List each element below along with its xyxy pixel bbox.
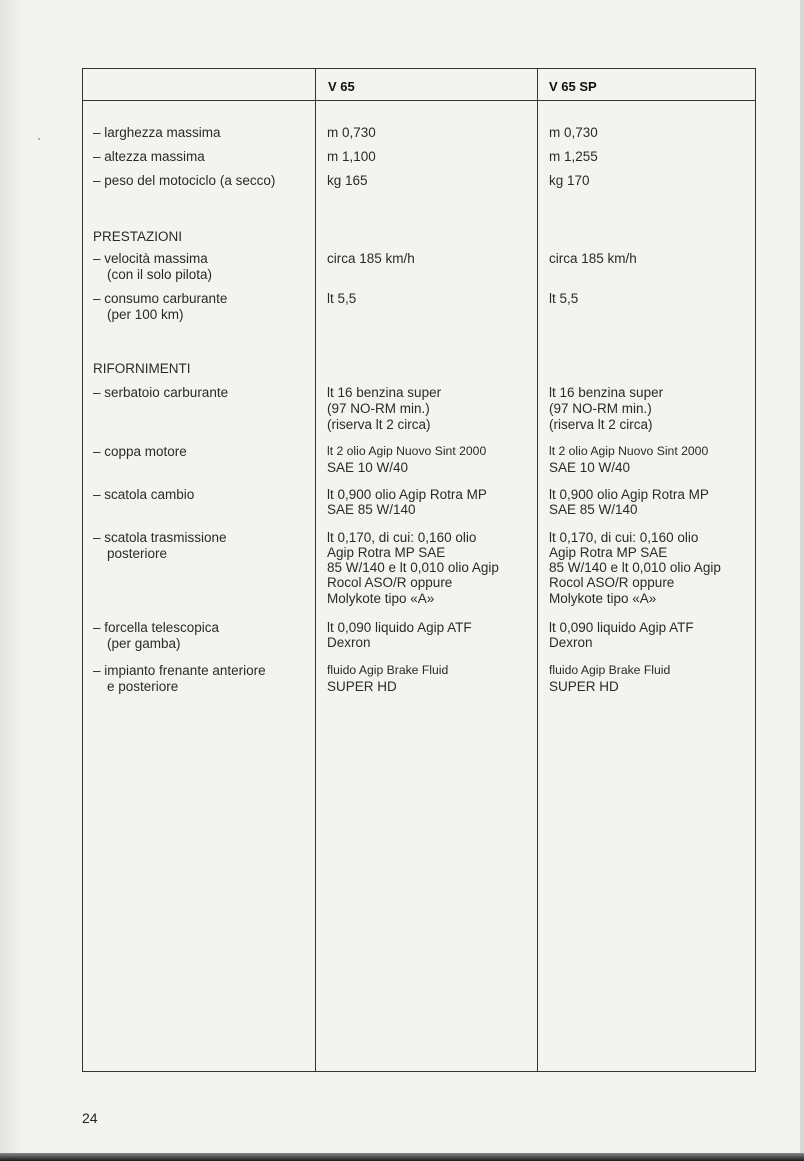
value-v65sp: lt 5,5 — [549, 291, 579, 306]
value-v65sp: m 1,255 — [549, 149, 598, 164]
row-label: – forcella telescopica — [93, 620, 220, 635]
row-label: – scatola cambio — [93, 487, 195, 502]
value-v65-line: Agip Rotra MP SAE — [327, 545, 446, 560]
value-v65sp-line: fluido Agip Brake Fluid — [549, 663, 671, 677]
page-binding-shadow — [0, 0, 22, 1161]
value-v65-line: lt 0,170, di cui: 0,160 olio — [327, 530, 477, 545]
value-v65-line: (97 NO-RM min.) — [327, 401, 430, 416]
value-v65sp-line: lt 16 benzina super — [549, 385, 664, 400]
value-v65-line: (riserva lt 2 circa) — [327, 417, 431, 432]
value-v65sp-line: Molykote tipo «A» — [549, 591, 657, 606]
section-heading-prestazioni: PRESTAZIONI — [93, 229, 183, 244]
value-v65-line: lt 2 olio Agip Nuovo Sint 2000 — [327, 444, 487, 458]
row-label-continued: (con il solo pilota) — [107, 267, 213, 282]
row-label: – consumo carburante — [93, 291, 228, 306]
row-label: – coppa motore — [93, 444, 187, 459]
value-v65sp: circa 185 km/h — [549, 251, 637, 266]
value-v65sp-line: lt 0,090 liquido Agip ATF — [549, 620, 694, 635]
value-v65sp-line: Agip Rotra MP SAE — [549, 545, 668, 560]
value-v65-line: fluido Agip Brake Fluid — [327, 663, 449, 677]
value-v65sp-line: (riserva lt 2 circa) — [549, 417, 653, 432]
value-v65-line: Dexron — [327, 635, 371, 650]
value-v65sp: kg 170 — [549, 173, 590, 188]
value-v65sp-line: SAE 10 W/40 — [549, 460, 631, 475]
value-v65sp-line: SAE 85 W/140 — [549, 502, 638, 517]
column-header-v65sp: V 65 SP — [549, 79, 597, 94]
value-v65sp: m 0,730 — [549, 125, 598, 140]
value-v65: circa 185 km/h — [327, 251, 415, 266]
value-v65-line: SUPER HD — [327, 679, 397, 694]
section-heading-rifornimenti: RIFORNIMENTI — [93, 361, 191, 376]
value-v65: kg 165 — [327, 173, 368, 188]
value-v65sp-line: lt 2 olio Agip Nuovo Sint 2000 — [549, 444, 709, 458]
value-v65sp-line: lt 0,900 olio Agip Rotra MP — [549, 487, 709, 502]
value-v65: m 0,730 — [327, 125, 376, 140]
column-divider — [537, 69, 538, 1071]
value-v65sp-line: SUPER HD — [549, 679, 619, 694]
value-v65-line: 85 W/140 e lt 0,010 olio Agip — [327, 560, 499, 575]
row-label: – scatola trasmissione — [93, 530, 227, 545]
row-label-continued: posteriore — [107, 546, 168, 561]
page-right-edge — [800, 0, 804, 1161]
page-number: 24 — [82, 1110, 98, 1126]
scan-speck — [38, 138, 40, 140]
scan-bottom-edge — [0, 1153, 804, 1161]
row-label: – larghezza massima — [93, 125, 221, 140]
value-v65-line: Rocol ASO/R oppure — [327, 575, 453, 590]
value-v65sp-line: Dexron — [549, 635, 593, 650]
row-label: – impianto frenante anteriore — [93, 663, 266, 678]
value-v65sp-line: 85 W/140 e lt 0,010 olio Agip — [549, 560, 721, 575]
value-v65sp-line: Rocol ASO/R oppure — [549, 575, 675, 590]
spec-table — [82, 68, 756, 1072]
row-label-continued: (per 100 km) — [107, 307, 184, 322]
column-divider — [315, 69, 316, 1071]
row-label: – peso del motociclo (a secco) — [93, 173, 276, 188]
value-v65-line: SAE 10 W/40 — [327, 460, 409, 475]
header-rule — [83, 100, 755, 101]
row-label: – altezza massima — [93, 149, 205, 164]
value-v65: lt 5,5 — [327, 291, 357, 306]
value-v65sp-line: (97 NO-RM min.) — [549, 401, 652, 416]
row-label-continued: (per gamba) — [107, 636, 181, 651]
row-label: – serbatoio carburante — [93, 385, 229, 400]
value-v65sp-line: lt 0,170, di cui: 0,160 olio — [549, 530, 699, 545]
column-header-v65: V 65 — [328, 79, 355, 94]
value-v65-line: Molykote tipo «A» — [327, 591, 435, 606]
value-v65-line: lt 16 benzina super — [327, 385, 442, 400]
value-v65-line: lt 0,900 olio Agip Rotra MP — [327, 487, 487, 502]
value-v65: m 1,100 — [327, 149, 376, 164]
value-v65-line: SAE 85 W/140 — [327, 502, 416, 517]
row-label-continued: e posteriore — [107, 679, 179, 694]
value-v65-line: lt 0,090 liquido Agip ATF — [327, 620, 472, 635]
row-label: – velocità massima — [93, 251, 208, 266]
